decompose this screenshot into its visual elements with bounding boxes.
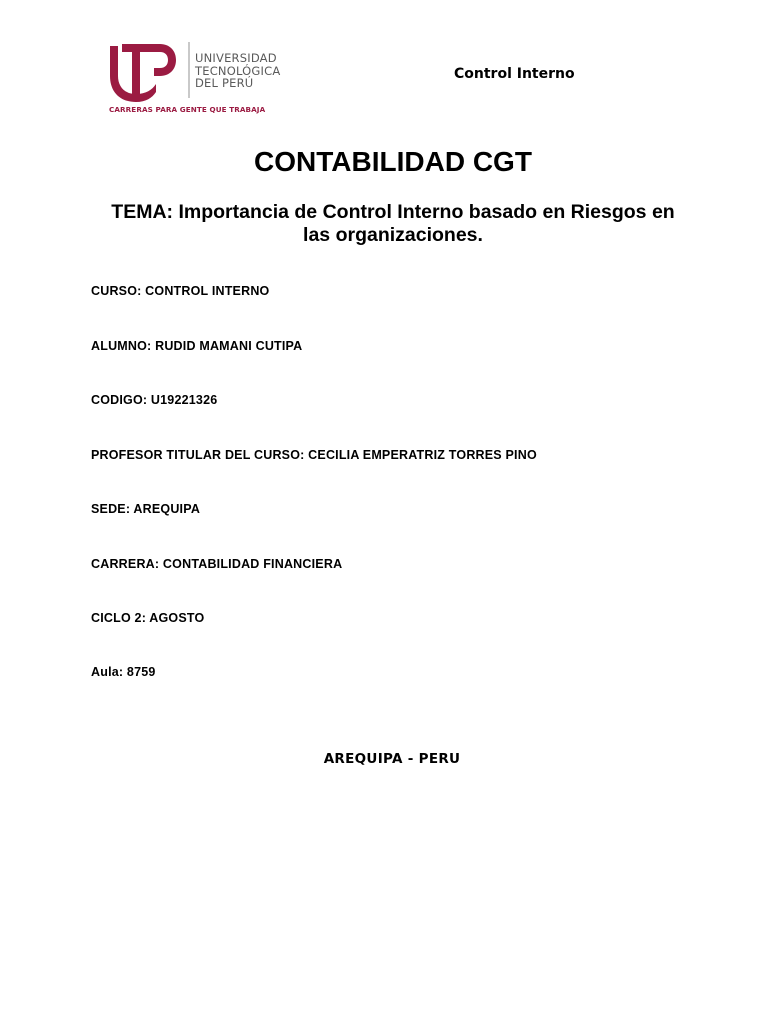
header-title: Control Interno xyxy=(454,66,575,82)
field-ciclo: CICLO 2: AGOSTO xyxy=(91,611,205,625)
logo-line: DEL PERÚ xyxy=(195,76,254,90)
field-aula: Aula: 8759 xyxy=(91,665,156,679)
logo-line: UNIVERSIDAD xyxy=(195,51,277,65)
field-sede: SEDE: AREQUIPA xyxy=(91,502,201,516)
field-alumno: ALUMNO: RUDID MAMANI CUTIPA xyxy=(91,339,303,353)
tema-heading xyxy=(100,201,686,247)
field-profesor: PROFESOR TITULAR DEL CURSO: CECILIA EMPERATRIZ TORRES PINO xyxy=(91,448,537,462)
document-title: CONTABILIDAD CGT xyxy=(254,146,532,177)
city-footer: AREQUIPA - PERU xyxy=(323,751,461,767)
field-codigo: CODIGO: U19221326 xyxy=(91,393,218,407)
utp-logo-icon xyxy=(106,40,186,104)
logo-wordmark xyxy=(195,52,280,90)
field-carrera: CARRERA: CONTABILIDAD FINANCIERA xyxy=(91,557,343,571)
field-curso: CURSO: CONTROL INTERNO xyxy=(91,284,270,298)
logo-line: TECNOLÓGICA xyxy=(195,63,281,78)
logo-tagline: CARRERAS PARA GENTE QUE TRABAJA xyxy=(109,105,266,114)
tema-text: Importancia de Control Interno basado en Riesgos en las organizaciones. xyxy=(178,201,675,246)
tema-label: TEMA: xyxy=(111,201,174,223)
utp-logo xyxy=(106,40,296,120)
logo-divider xyxy=(188,42,190,98)
